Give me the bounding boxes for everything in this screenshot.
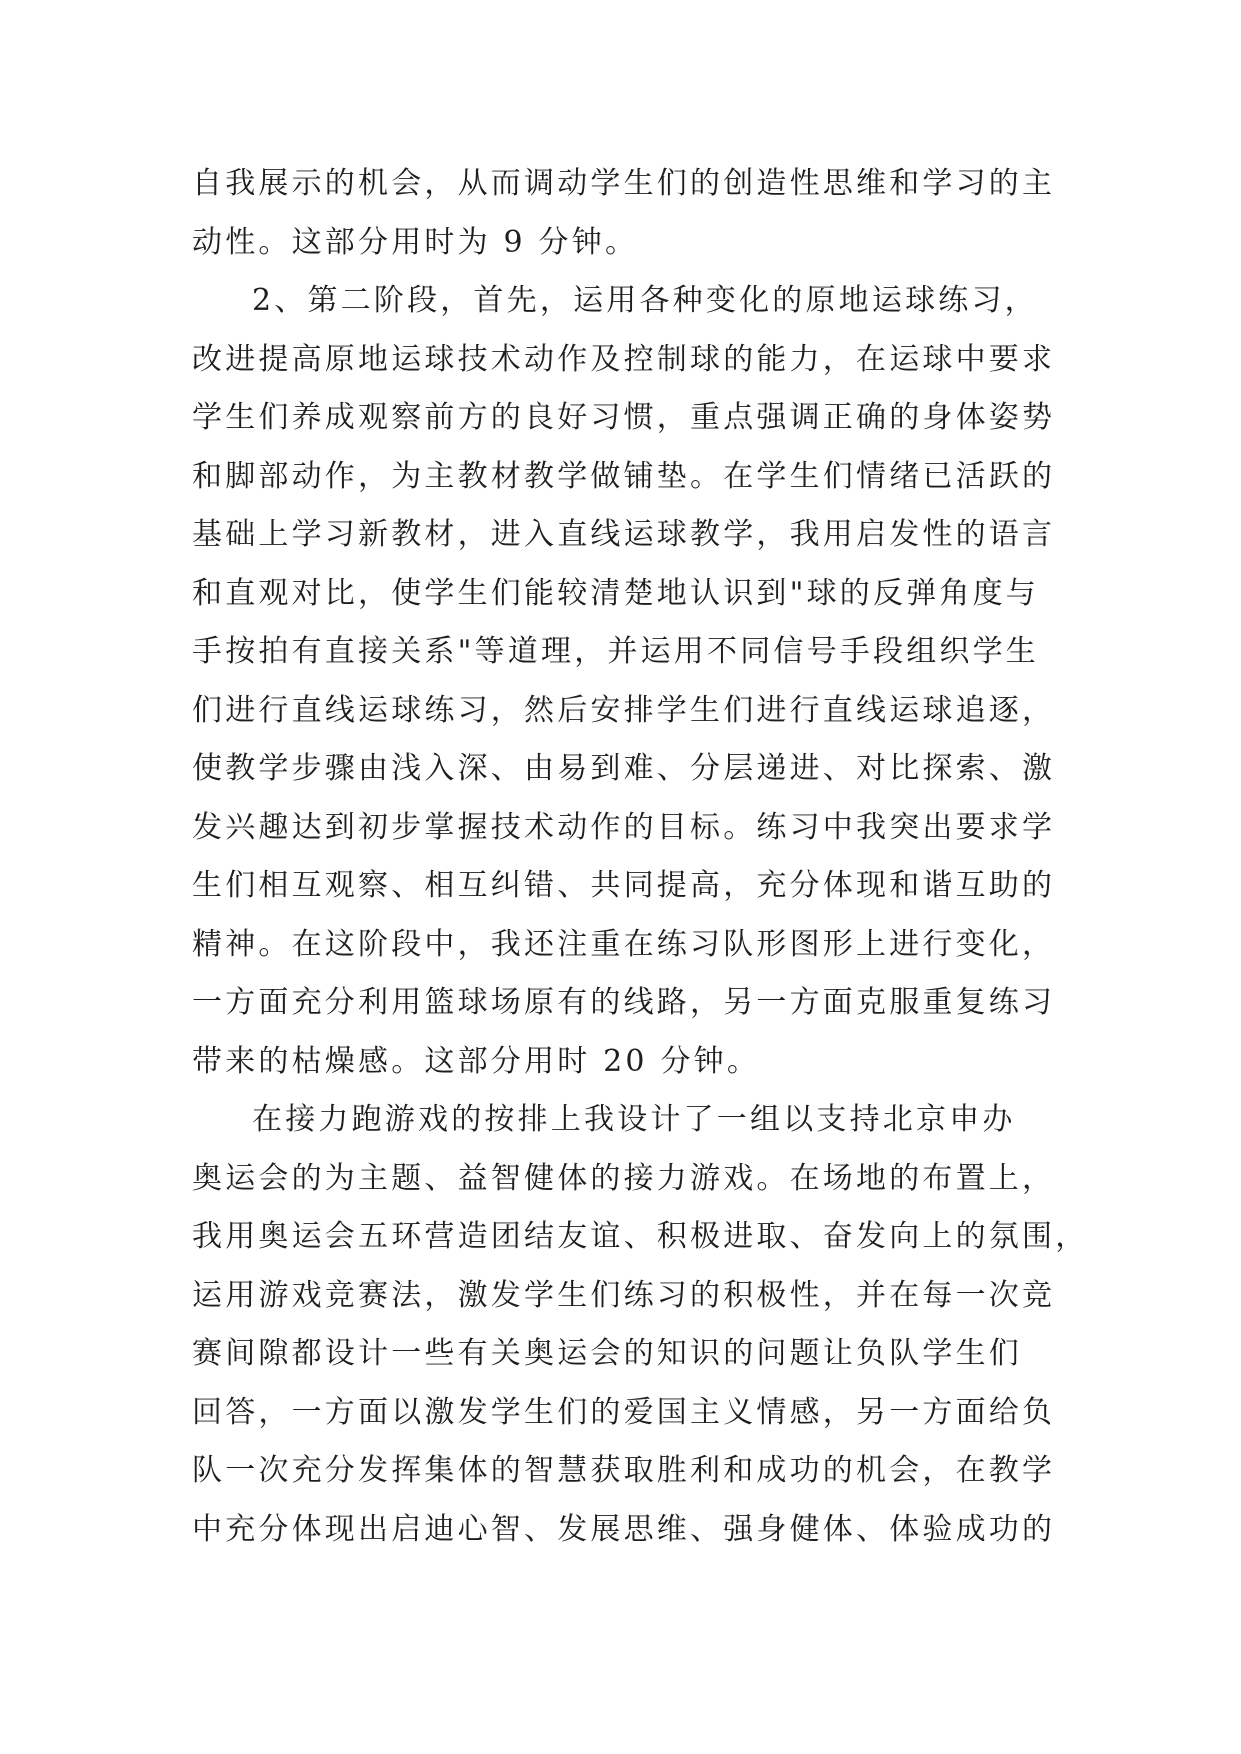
text-line: 基础上学习新教材，进入直线运球教学，我用启发性的语言 [192,517,1056,552]
text-line: 队一次充分发挥集体的智慧获取胜利和成功的机会，在教学 [192,1453,1056,1488]
text-line: 自我展示的机会，从而调动学生们的创造性思维和学习的主 [192,166,1056,201]
paragraph-start-line: 在接力跑游戏的按排上我设计了一组以支持北京申办 [252,1102,1016,1137]
text-line: 使教学步骤由浅入深、由易到难、分层递进、对比探索、激 [192,751,1056,786]
paragraph-start-line: 2、第二阶段，首先，运用各种变化的原地运球练习， [252,283,1038,318]
text-line: 运用游戏竞赛法，激发学生们练习的积极性，并在每一次竞 [192,1277,1056,1313]
text-line: 学生们养成观察前方的良好习惯，重点强调正确的身体姿势 [192,400,1056,435]
text-line: 一方面充分利用篮球场原有的线路，另一方面克服重复练习 [192,985,1056,1020]
text-line: 带来的枯燥感。这部分用时 20 分钟。 [192,1043,761,1079]
text-line: 和直观对比，使学生们能较清楚地认识到"球的反弹角度与 [192,575,1039,611]
text-line: 精神。在这阶段中，我还注重在练习队形图形上进行变化， [192,926,1056,962]
text-line: 中充分体现出启迪心智、发展思维、强身健体、体验成功的 [192,1511,1056,1547]
text-line: 我用奥运会五环营造团结友谊、积极进取、奋发向上的氛围， [192,1219,1089,1254]
text-line: 手按拍有直接关系"等道理，并运用不同信号手段组织学生 [192,634,1039,669]
text-line: 发兴趣达到初步掌握技术动作的目标。练习中我突出要求学 [192,809,1056,845]
text-line: 和脚部动作，为主教材教学做铺垫。在学生们情绪已活跃的 [192,458,1056,494]
text-line: 们进行直线运球练习，然后安排学生们进行直线运球追逐， [192,692,1056,728]
text-line: 改进提高原地运球技术动作及控制球的能力，在运球中要求 [192,341,1056,377]
text-line: 生们相互观察、相互纠错、共同提高，充分体现和谐互助的 [192,868,1056,903]
text-line: 奥运会的为主题、益智健体的接力游戏。在场地的布置上， [192,1160,1056,1196]
text-line: 动性。这部分用时为 9 分钟。 [192,224,639,260]
text-line: 回答，一方面以激发学生们的爱国主义情感，另一方面给负 [192,1394,1056,1430]
body-text [192,155,1089,1559]
text-line: 赛间隙都设计一些有关奥运会的知识的问题让负队学生们 [192,1336,1022,1371]
